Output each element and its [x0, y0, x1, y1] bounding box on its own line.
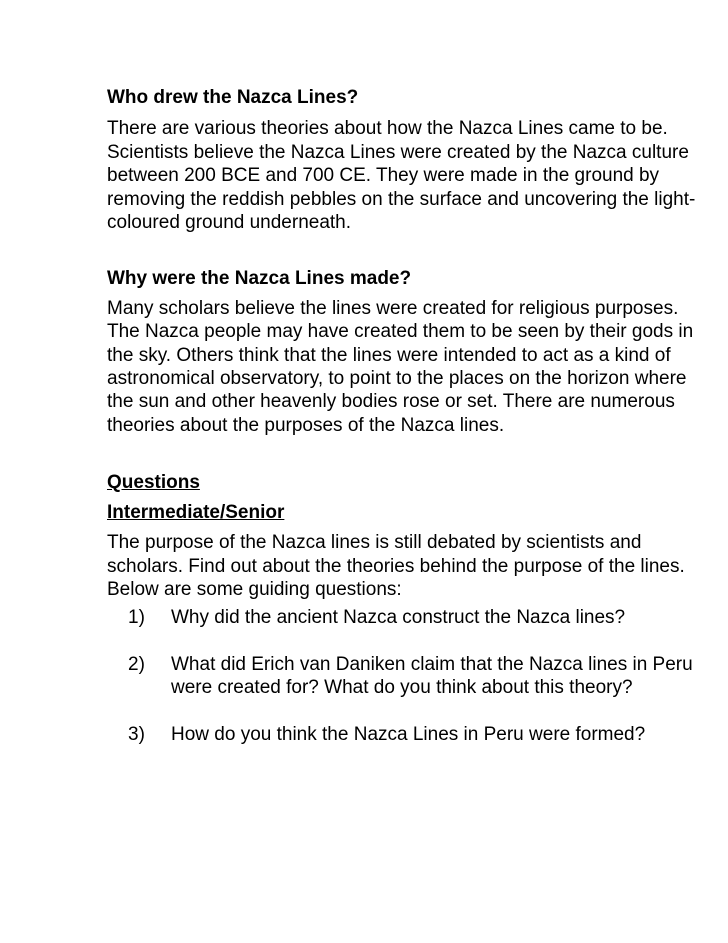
section-body-why-made: Many scholars believe the lines were created for religious purposes. The Nazca people may have created them to be seen by their gods in the sky. Others think that the lines were intended to act as a kind of astronomical observatory, to point to the places on the horizon where the sun and other heavenly bodies rose or set. There are numerous theories about the purposes of the Nazca lines. [107, 297, 694, 436]
question-item-1 [128, 606, 707, 629]
section-heading-who-drew: Who drew the Nazca Lines? [107, 87, 359, 108]
question-number: 2) [128, 653, 145, 675]
question-text: How do you think the Nazca Lines in Peru were formed? [171, 723, 646, 745]
question-text: What did Erich van Daniken claim that the Nazca lines in Peru were created for? What do you think about this theory? [171, 653, 693, 699]
questions-heading: Questions [107, 472, 200, 494]
questions-intro: The purpose of the Nazca lines is still debated by scientists and scholars. Find out about the theories behind the purpose of the lines. Below are some guiding questions: [107, 532, 685, 600]
question-number: 1) [128, 607, 145, 629]
section-body-who-drew: There are various theories about how the Nazca Lines came to be. Scientists believe the Nazca Lines were created by the Nazca culture between 200 BCE and 700 CE. They were made in the ground by removing the reddish pebbles on the surface and uncovering the light-coloured ground underneath. [107, 118, 696, 234]
document-page [107, 86, 707, 769]
question-list [107, 606, 707, 746]
question-item-3 [128, 723, 707, 746]
question-number: 3) [128, 723, 145, 745]
question-text: Why did the ancient Nazca construct the Nazca lines? [171, 607, 626, 629]
questions-subheading: Intermediate/Senior [107, 501, 285, 523]
question-item-2 [128, 653, 707, 700]
section-heading-why-made: Why were the Nazca Lines made? [107, 268, 412, 290]
